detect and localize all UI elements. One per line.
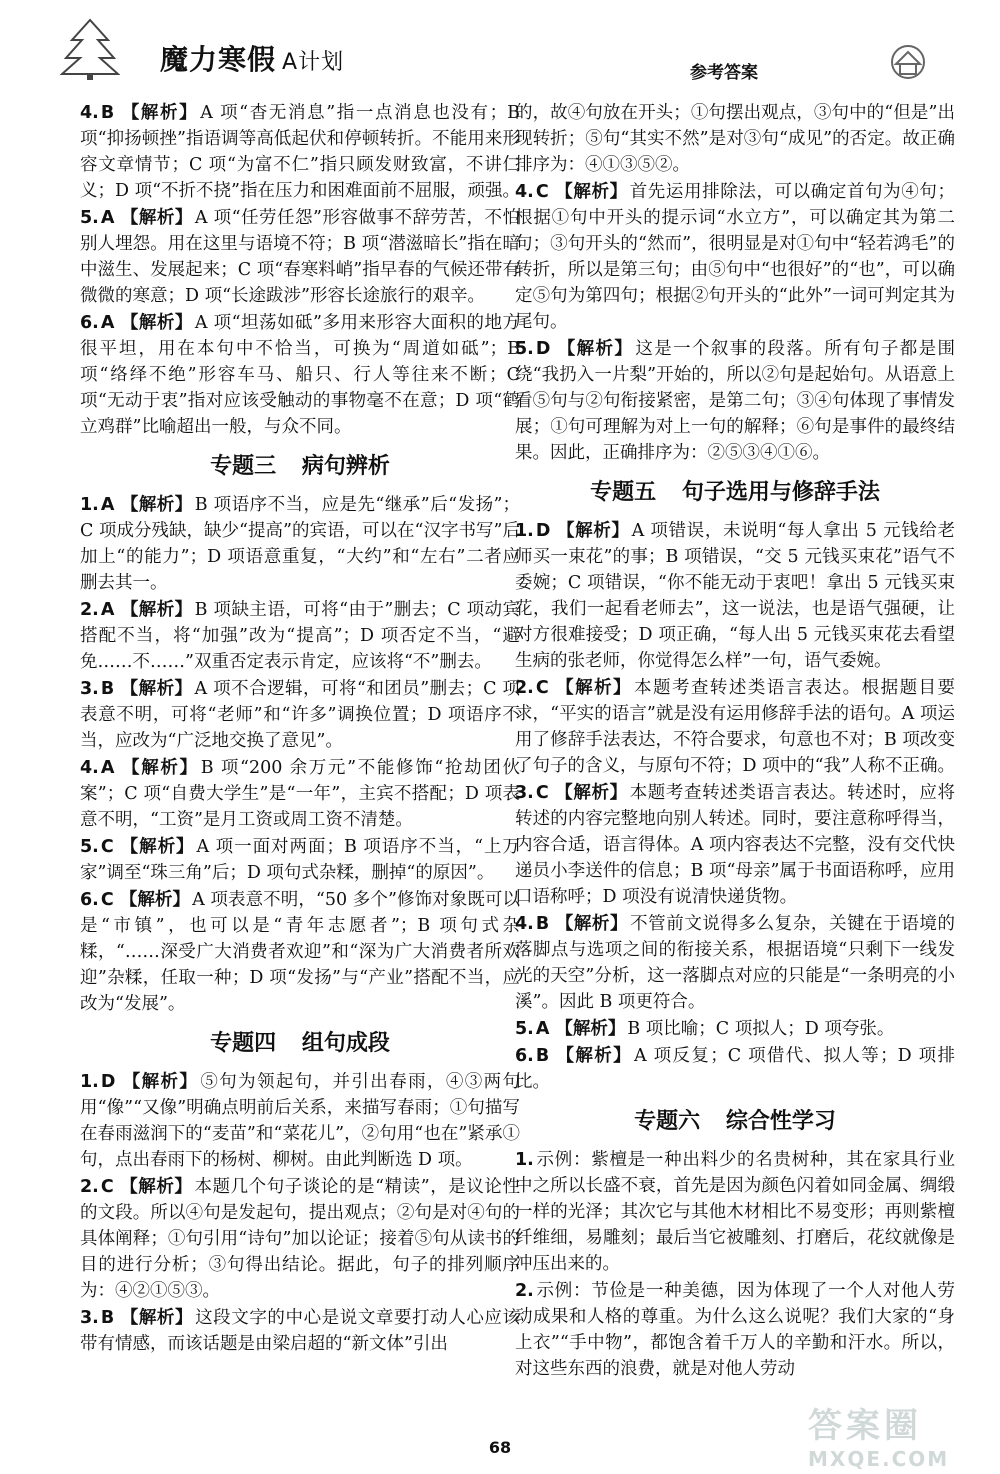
answer-entry — [80, 887, 520, 1017]
answer-entry — [80, 100, 520, 204]
question-number: 3. — [80, 1308, 99, 1328]
question-number: 1. — [80, 495, 99, 515]
answer-letter: C — [535, 678, 549, 698]
analysis-tag: 【解析】 — [120, 758, 199, 778]
answer-entry — [515, 518, 955, 674]
section-heading: 专题五 句子选用与修辞手法 — [590, 480, 880, 505]
analysis-tag: 【解析】 — [555, 1019, 626, 1039]
brand-title-text: 魔力寒假 — [160, 43, 277, 76]
question-number: 5. — [515, 1019, 534, 1039]
answer-entry — [515, 336, 955, 466]
page-header — [0, 0, 1000, 95]
analysis-text: 本题几个句子谈论的是“精读”，是议论性的文段。所以④句是发起句，提出观点；②句是对④句的具体阐释；①句引用“诗句”加以论证；接着⑤句从读书的目的进行分析；③句得出结论。据此，句子的排列顺序为：④②①⑤③。 — [80, 1177, 520, 1301]
analysis-text: ⑤句为领起句，并引出春雨，④③两句用“像”“又像”明确点明前后关系，来描写春雨；①句描写在春雨滋润下的“麦苗”和“菜花儿”，②句用“也在”紧承①句，点出春雨下的杨树、柳树。由此判断选 D 项。 — [80, 1072, 521, 1170]
answer-entry — [80, 492, 520, 596]
analysis-tag: 【解析】 — [120, 103, 199, 123]
question-number: 2. — [80, 1177, 99, 1197]
watermark-line-2: MXQE.COM — [808, 1447, 950, 1471]
analysis-text: 不管前文说得多么复杂，关键在于语境的落脚点与选项之间的衔接关系，根据语境“只剩下一线发光的天空”分析，这一落脚点对应的只能是“一条明亮的小溪”。因此 B 项更符合。 — [515, 914, 956, 1012]
answer-entry — [80, 834, 520, 886]
analysis-text: 首先运用排除法，可以确定首句为④句；根据①句中开头的提示词“水立方”，可以确定其为第二句；③句开头的“然而”，很明显是对①句中“轻若鸿毛”的转折，所以是第三句；由⑤句中“也很好”的“也”，可以确定⑤句为第四句；根据②句开头的“此外”一词可判定其为尾句。 — [515, 182, 956, 332]
analysis-text: B 项缺主语，可将“由于”删去；C 项动宾搭配不当，将“加强”改为“提高”；D 项否定不当，“避免……不……”双重否定表示肯定，应该将“不”删去。 — [80, 600, 520, 672]
analysis-tag: 【解析】 — [555, 914, 629, 934]
question-number: 3. — [80, 679, 99, 699]
answer-entry — [80, 310, 520, 440]
brand-plan-text: A计划 — [282, 50, 345, 75]
answer-letter: A — [100, 495, 115, 515]
analysis-text: 的，故④句放在开头；①句摆出观点，③句中的“但是”出现转折；⑤句“其实不然”是对③句“成见”的否定。故正确排序为：④①③⑤②。 — [515, 103, 955, 175]
answer-letter: C — [100, 1177, 114, 1197]
analysis-tag: 【解析】 — [120, 495, 193, 515]
answer-letter: B — [100, 103, 115, 123]
question-number: 4. — [515, 914, 534, 934]
answer-entry — [80, 755, 520, 833]
page-number: 68 — [488, 1438, 512, 1457]
analysis-text: 示例：节俭是一种美德，因为体现了一个人对他人劳动成果和人格的尊重。为什么这么说呢？我们大家的“身上衣”“手中物”，都饱含着千万人的辛勤和汗水。所以，对这些东西的浪费，就是对他人劳动 — [515, 1281, 955, 1379]
analysis-text: A 项“杳无消息”指一点消息也没有；B 项“抑扬顿挫”指语调等高低起伏和停顿转折。不能用来形容文章情节；C 项“为富不仁”指只顾发财致富，不讲仁义；D 项“不折不挠”指在压力和困难面前不屈服，顽强。 — [80, 103, 521, 201]
question-number: 5. — [80, 837, 99, 857]
house-logo-icon — [870, 42, 940, 86]
answer-entry — [80, 1305, 520, 1357]
answer-entry — [515, 911, 955, 1015]
answer-letter: A — [100, 600, 115, 620]
answer-letter: C — [535, 783, 549, 803]
answer-letter: D — [100, 1072, 116, 1092]
question-number: 6. — [80, 890, 99, 910]
analysis-text: B 项比喻；C 项拟人；D 项夸张。 — [627, 1019, 895, 1039]
answer-letter: A — [100, 758, 115, 778]
analysis-tag: 【解析】 — [120, 679, 193, 699]
analysis-text: A 项“坦荡如砥”多用来形容大面积的地方很平坦，用在本句中不恰当，可换为“周道如砥”；B 项“络绎不绝”形容车马、船只、行人等往来不断；C 项“无动于衷”指对应该受触动的事物毫不在意；D 项“鹤立鸡群”比喻超出一般，与众不同。 — [80, 313, 521, 437]
pine-tree-icon — [60, 18, 120, 80]
analysis-tag: 【解析】 — [554, 678, 633, 698]
analysis-text: A 项不合逻辑，可将“和团员”删去；C 项表意不明，可将“老师”和“许多”调换位置；D 项语序不当，应改为“广泛地交换了意见”。 — [80, 679, 521, 751]
brand-title — [160, 38, 344, 78]
analysis-text: A 项表意不明，“50 多个”修饰对象既可以是“市镇”，也可以是“青年志愿者”；B 项句式杂糅，“……深受广大消费者欢迎”和“深为广大消费者所欢迎”杂糅，任取一种；D 项“发扬”与“产业”搭配不当，应改为“发展”。 — [80, 890, 520, 1014]
question-number: 2. — [515, 1281, 534, 1301]
analysis-tag: 【解析】 — [120, 1308, 194, 1328]
answer-letter: B — [100, 679, 115, 699]
section-label: 参考答案 — [690, 63, 758, 83]
section-heading: 专题六 综合性学习 — [634, 1109, 836, 1134]
analysis-tag: 【解析】 — [119, 1177, 193, 1197]
answer-letter: C — [535, 182, 549, 202]
question-number: 1. — [515, 521, 534, 541]
section-heading: 专题四 组句成段 — [210, 1031, 390, 1056]
question-number: 4. — [515, 182, 534, 202]
analysis-text: 本题考查转述类语言表达。根据题目要求，“平实的语言”就是没有运用修辞手法的语句。A 项运用了修辞手法表达，不符合要求，句意也不对；B 项改变了句子的含义，与原句不符；D 项中的“我”人称不正确。 — [515, 678, 956, 776]
answer-letter: A — [100, 208, 115, 228]
right-column — [515, 100, 955, 1383]
analysis-tag: 【解析】 — [554, 182, 628, 202]
answer-entry — [515, 1043, 955, 1095]
analysis-text: A 项反复；C 项借代、拟人等；D 项排比。 — [515, 1046, 956, 1092]
question-number: 2. — [515, 678, 534, 698]
analysis-tag: 【解析】 — [120, 313, 193, 333]
answer-letter: D — [535, 339, 551, 359]
analysis-text: 这段文字的中心是说文章要打动人心应该带有情感，而该话题是由梁启超的“新文体”引出 — [80, 1308, 521, 1354]
answer-entry — [515, 179, 955, 335]
question-number: 6. — [515, 1046, 534, 1066]
answer-letter: C — [100, 837, 114, 857]
question-number: 4. — [80, 758, 99, 778]
analysis-text: A 项一面对两面；B 项语序不当，“上万家”调至“珠三角”后；D 项句式杂糅，删掉“的原因”。 — [80, 837, 520, 883]
analysis-text: 本题考查转述类语言表达。转述时，应将转述的内容完整地向别人转述。同时，要注意称呼得当，内容合适，语言得体。A 项内容表达不完整，没有交代快递员小李送件的信息；B 项“母亲”属于书面语称呼，应用口语称呼；D 项没有说清快递货物。 — [515, 783, 956, 907]
answer-letter: A — [535, 1019, 550, 1039]
question-number: 5. — [515, 339, 534, 359]
analysis-text: B 项语序不当，应是先“继承”后“发扬”；C 项成分残缺，缺少“提高”的宾语，可以在“汉字书写”后加上“的能力”；D 项语意重复，“大约”和“左右”二者应删去其一。 — [80, 495, 520, 593]
answer-letter: B — [100, 1308, 115, 1328]
answer-entry — [515, 780, 955, 910]
question-number: 1. — [80, 1072, 99, 1092]
question-number: 5. — [80, 208, 99, 228]
section-heading: 专题三 病句辨析 — [210, 454, 390, 479]
analysis-text: A 项“任劳任怨”形容做事不辞劳苦，不怕别人埋怨。用在这里与语境不符；B 项“潜滋暗长”指在暗中滋生、发展起来；C 项“春寒料峭”指早春的气候还带有微微的寒意；D 项“长途跋涉”形容长途旅行的艰辛。 — [80, 208, 521, 306]
analysis-text: A 项错误，未说明“每人拿出 5 元钱给老师买一束花”的事；B 项错误，“交 5 元钱买束花”语气不委婉；C 项错误，“你不能无动于衷吧！拿出 5 元钱买束花，我们一起看老师去”，这一说法，也是语气强硬，让对方很难接受；D 项正确，“每人出 5 元钱买束花去看望生病的张老师，你觉得怎么样”一句，语气委婉。 — [515, 521, 955, 671]
answer-letter: B — [535, 914, 550, 934]
question-number: 4. — [80, 103, 99, 123]
analysis-tag: 【解析】 — [120, 208, 193, 228]
analysis-tag: 【解析】 — [119, 837, 195, 857]
watermark-line-1: 答案圈 — [808, 1406, 922, 1446]
answer-letter: D — [535, 521, 551, 541]
question-number: 2. — [80, 600, 99, 620]
analysis-tag: 【解析】 — [120, 600, 193, 620]
analysis-tag: 【解析】 — [556, 521, 630, 541]
left-column — [80, 100, 520, 1358]
question-number: 3. — [515, 783, 534, 803]
answer-entry — [80, 1069, 520, 1173]
answer-entry — [515, 1278, 955, 1382]
analysis-tag: 【解析】 — [555, 1046, 633, 1066]
analysis-text: 示例：紫檀是一种出料少的名贵树种，其在家具行业中之所以长盛不衰，首先是因为颜色闪着如同金属、绸缎一样的光泽；其次它与其他木材相比不易变形；再则紫檀纤维细，易雕刻；最后当它被雕刻、打磨后，花纹就像是冲压出来的。 — [515, 1150, 955, 1274]
answer-entry — [80, 597, 520, 675]
analysis-text: B 项“200 余万元”不能修饰“抢劫团伙案”；C 项“自费大学生”是“一年”，主宾不搭配；D 项表意不明，“工资”是月工资或周工资不清楚。 — [80, 758, 521, 830]
answer-entry — [80, 676, 520, 754]
question-number: 1. — [515, 1150, 534, 1170]
analysis-tag: 【解析】 — [121, 1072, 199, 1092]
answer-entry — [80, 1174, 520, 1304]
answer-entry — [80, 205, 520, 309]
answer-letter: A — [100, 313, 115, 333]
answer-entry — [515, 1016, 955, 1042]
answer-letter: C — [100, 890, 114, 910]
question-number: 6. — [80, 313, 99, 333]
answer-letter: B — [535, 1046, 550, 1066]
analysis-tag: 【解析】 — [119, 890, 191, 910]
analysis-tag: 【解析】 — [554, 783, 628, 803]
answer-entry — [515, 675, 955, 779]
answer-entry — [515, 1147, 955, 1277]
answer-entry — [515, 100, 955, 178]
analysis-text: 这是一个叙事的段落。所有句子都是围绕“我扔入一片梨”开始的，所以②句是起始句。从语意上看⑤句与②句衔接紧密，是第二句；③④句体现了事情发展；①句可理解为对上一句的解释；⑥句是事件的最终结果。因此，正确排序为：②⑤③④①⑥。 — [515, 339, 956, 463]
analysis-tag: 【解析】 — [556, 339, 634, 359]
watermark — [808, 1398, 988, 1471]
